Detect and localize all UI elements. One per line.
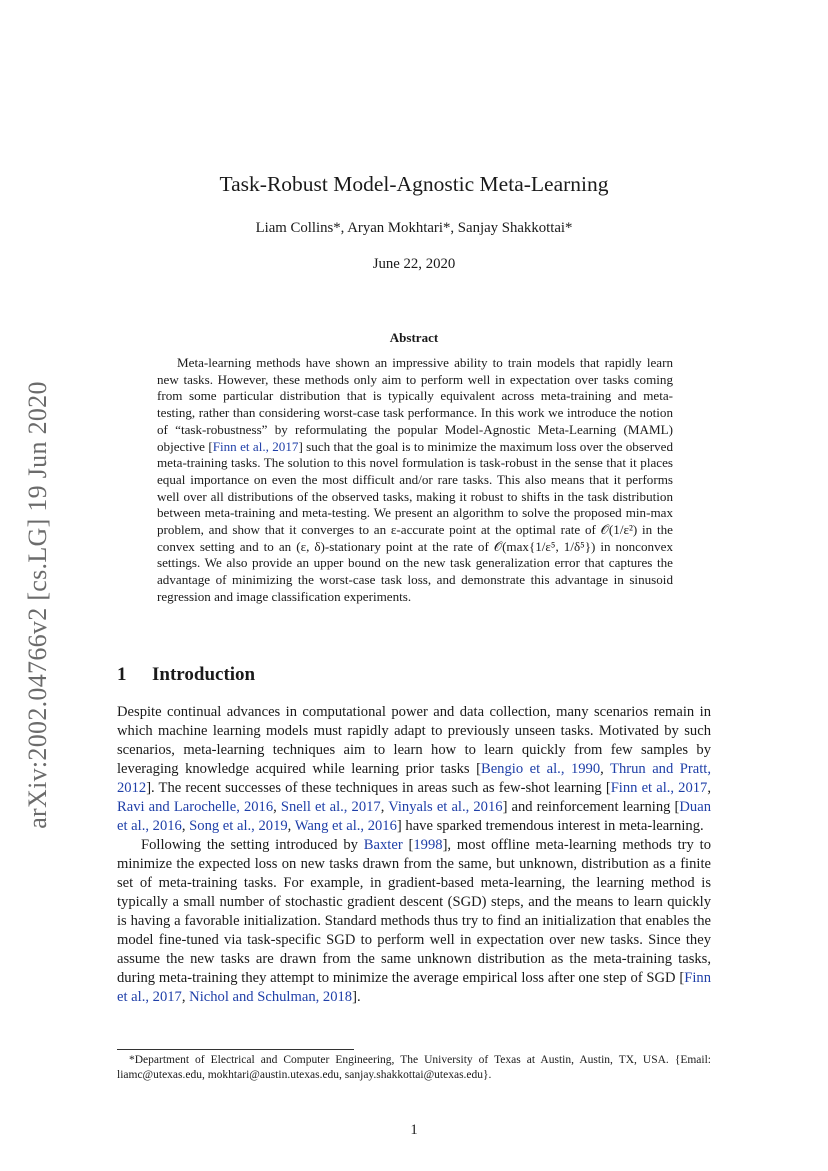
separator: ,: [707, 780, 711, 796]
citation-link[interactable]: Vinyals et al., 2016: [388, 799, 503, 815]
citation-link[interactable]: Bengio et al., 1990: [480, 761, 601, 777]
section-heading: [117, 664, 255, 686]
author-list: Liam Collins*, Aryan Mokhtari*, Sanjay Shakkottai*: [255, 220, 573, 236]
paragraph: [117, 703, 711, 836]
abstract-text: ] such that the goal is to minimize the maximum loss over the observed meta-training tasks. The solution to this novel formulation is task-robust in the sense that it places equal importance on even the most difficult and/or rare tasks. This also means that it performs well over all distributions of the observed tasks, making it robust to shifts in the task distribution between meta-training and meta-testing. We present an algorithm to solve the proposed min-max problem, and show that it converges to an ε-accurate point at the optimal rate of 𝒪(1/ε²) in the convex setting and to an (ε, δ)-stationary point at the rate of 𝒪(max{1/ε⁵, 1/δ⁵}) in nonconvex settings. We also provide an upper bound on the new task generalization error that captures the advantage of minimizing the worst-case task loss, and demonstrate this advantage in sinusoid regression and image classification experiments.: [157, 438, 674, 604]
separator: ,: [287, 818, 295, 834]
citation-link[interactable]: 1998: [413, 837, 443, 853]
separator: [: [402, 837, 414, 853]
separator: ,: [181, 818, 190, 834]
paragraph-text: ].: [352, 989, 361, 1005]
citation-link[interactable]: Finn et al., 2017: [610, 780, 708, 796]
section-number: 1: [117, 664, 127, 685]
separator: ,: [380, 799, 389, 815]
abstract-heading: Abstract: [389, 330, 439, 345]
citation-link[interactable]: Finn et al., 2017: [212, 438, 299, 454]
separator: ,: [181, 989, 190, 1005]
footnote: *Department of Electrical and Computer Engineering, The University of Texas at Austin, Austin, TX, USA. {Email: liamc@utexas.edu, mokhtari@austin.utexas.edu, sanjay.shakkottai@utexas.edu}.: [117, 1054, 711, 1081]
footnote-divider: [117, 1049, 354, 1050]
citation-link[interactable]: Ravi and Larochelle, 2016: [117, 799, 274, 815]
paper-title: Task-Robust Model-Agnostic Meta-Learning: [219, 172, 609, 196]
arxiv-identifier: [18, 365, 58, 845]
citation-link[interactable]: Thrun and Pratt, 2012: [117, 761, 711, 796]
citation-link[interactable]: Song et al., 2019: [189, 818, 288, 834]
citation-link[interactable]: Baxter: [363, 837, 403, 853]
paragraph-text: ] have sparked tremendous interest in meta-learning.: [396, 818, 704, 834]
arxiv-identifier-text: arXiv:2002.04766v2 [cs.LG] 19 Jun 2020: [23, 381, 52, 829]
abstract-body: [157, 355, 673, 606]
separator: ,: [600, 761, 611, 777]
separator: ,: [273, 799, 281, 815]
paragraph-text: Following the setting introduced by: [141, 837, 364, 853]
citation-link[interactable]: Finn et al., 2017: [117, 970, 711, 1005]
paragraph: [117, 836, 711, 1007]
body-text: [117, 703, 711, 1007]
section-title: Introduction: [152, 664, 256, 685]
abstract-text: Meta-learning methods have shown an impressive ability to train models that rapidly learn new tasks. However, these methods only aim to perform well in expectation over tasks coming from some particular distribution that is typically equivalent across meta-training and meta-testing, rather than considering worst-case task performance. In this work we introduce the notion of “task-robustness” by reformulating the popular Model-Agnostic Meta-Learning (MAML) objective [: [157, 355, 673, 454]
paragraph-text: ] and reinforcement learning [: [502, 799, 680, 815]
citation-link[interactable]: Snell et al., 2017: [280, 799, 381, 815]
paragraph-text: ], most offline meta-learning methods try to minimize the expected loss on new tasks drawn from the same, but unknown, distribution as a finite set of meta-training tasks. For example, in gradient-based meta-learning, the learning method is typically a small number of stochastic gradient descent (SGD) steps, and the means to learn quickly is having a favorable initialization. Standard methods thus try to find an initialization that enables the model fine-tuned via task-specific SGD to perform well in expectation over new tasks. Since they assume the new tasks are drawn from the same unknown distribution as the meta-training tasks, during meta-training they attempt to minimize the average empirical loss after one step of SGD [: [117, 837, 711, 986]
citation-link[interactable]: Wang et al., 2016: [294, 818, 397, 834]
paragraph-text: Despite continual advances in computational power and data collection, many scenarios remain in which machine learning models must rapidly adapt to previously unseen tasks. Motivated by such scenarios, meta-learning techniques aim to learn how to learn quickly from few samples by leveraging knowledge acquired while learning prior tasks [: [117, 704, 711, 777]
page-number: 1: [410, 1122, 418, 1138]
citation-link[interactable]: Nichol and Schulman, 2018: [189, 989, 353, 1005]
paper-date: June 22, 2020: [372, 256, 456, 272]
citation-link[interactable]: Duan et al., 2016: [117, 799, 711, 834]
paragraph-text: ]. The recent successes of these techniques in areas such as few-shot learning [: [146, 780, 611, 796]
